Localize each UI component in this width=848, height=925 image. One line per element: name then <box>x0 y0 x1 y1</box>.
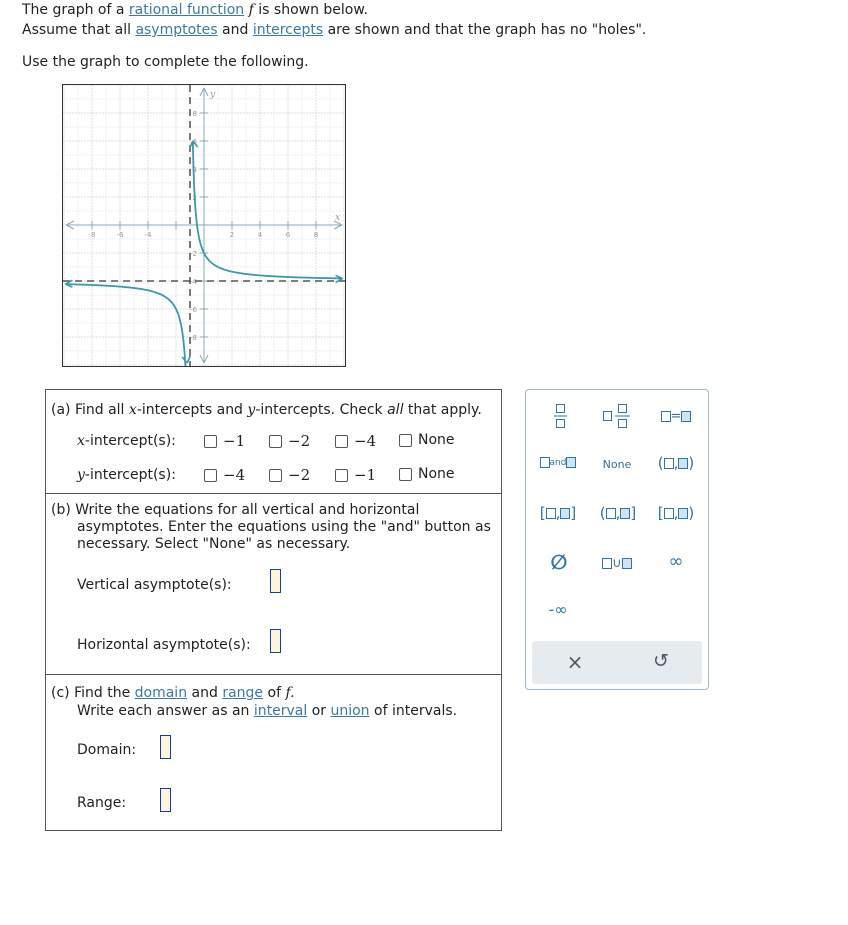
x-tick-label: -6 <box>116 231 124 239</box>
intro-text <box>22 0 646 40</box>
checkbox-icon[interactable] <box>335 469 348 482</box>
placeholder-box-icon <box>606 508 616 519</box>
part-a <box>46 390 501 494</box>
y-tick-label: -2 <box>190 250 197 258</box>
half-open-right-interval-button[interactable]: [ , ) <box>657 504 695 522</box>
fraction-icon <box>554 403 568 429</box>
placeholder-box-icon <box>664 458 674 469</box>
asymptotes-link[interactable]: asymptotes <box>135 22 218 38</box>
x-tick-label: 6 <box>285 231 291 239</box>
fraction-button[interactable] <box>548 403 574 433</box>
x-intercept-label: x-intercept(s): <box>77 433 176 449</box>
y-option-neg2[interactable]: −2 <box>269 466 310 484</box>
graph-svg <box>63 85 345 366</box>
curve-right-branch <box>193 141 343 278</box>
and-button[interactable]: and <box>536 457 580 468</box>
part-c <box>46 675 501 830</box>
curve-left-branch <box>65 284 187 366</box>
rational-function-link[interactable]: rational function <box>128 2 245 18</box>
domain-input[interactable] <box>160 735 171 759</box>
range-input[interactable] <box>160 788 171 812</box>
mixed-number-button[interactable] <box>601 403 633 433</box>
checkbox-icon[interactable] <box>335 435 348 448</box>
intercepts-link[interactable]: intercepts <box>252 22 324 38</box>
closed-interval-button[interactable]: [ , ] <box>539 504 577 522</box>
infinity-button[interactable]: ∞ <box>668 551 684 572</box>
horizontal-asymptote-input[interactable] <box>270 629 281 653</box>
vertical-asymptote-label: Vertical asymptote(s): <box>77 577 232 593</box>
y-tick-label: 6 <box>192 138 197 146</box>
range-label: Range: <box>77 795 127 811</box>
open-interval-button[interactable]: ( , ) <box>657 454 695 472</box>
vertical-asymptote-input[interactable] <box>270 569 281 593</box>
placeholder-box-icon <box>602 558 612 569</box>
x-option-neg2[interactable]: −2 <box>269 432 310 450</box>
checkbox-icon[interactable] <box>204 469 217 482</box>
placeholder-box-icon <box>661 411 671 422</box>
horizontal-asymptote-label: Horizontal asymptote(s): <box>77 637 251 653</box>
half-open-left-interval-button[interactable]: ( , ] <box>599 504 637 522</box>
range-link[interactable]: range <box>222 685 264 701</box>
math-palette <box>525 389 709 690</box>
part-a-prompt: (a) Find all x-intercepts and y-intercepts. Check all that apply. <box>51 402 482 418</box>
y-option-neg1[interactable]: −1 <box>335 466 376 484</box>
intro-line-2: Assume that all asymptotes and intercepts are shown and that the graph has no "holes". <box>22 22 647 38</box>
y-intercept-label: y-intercept(s): <box>77 467 176 483</box>
union-link[interactable]: union <box>330 703 370 719</box>
union-button[interactable]: ∪ <box>596 556 638 571</box>
none-button[interactable]: None <box>602 458 632 471</box>
undo-button[interactable]: ↺ <box>653 650 669 672</box>
y-tick-label: 8 <box>192 110 197 118</box>
part-c-prompt-line1: (c) Find the domain and range of f. <box>51 685 295 701</box>
instruction-text: Use the graph to complete the following. <box>22 54 309 70</box>
y-tick-label: 4 <box>192 166 197 174</box>
domain-link[interactable]: domain <box>134 685 188 701</box>
checkbox-icon[interactable] <box>204 435 217 448</box>
placeholder-box-icon <box>560 508 570 519</box>
placeholder-box-icon <box>540 457 550 468</box>
placeholder-box-icon <box>681 411 691 422</box>
placeholder-box-icon <box>622 558 632 569</box>
x-tick-label: -4 <box>144 231 152 239</box>
y-option-none[interactable]: None <box>399 466 455 482</box>
part-b-prompt-line3: necessary. Select "None" as necessary. <box>77 536 351 552</box>
empty-set-button[interactable]: ∅ <box>550 550 568 574</box>
x-tick-label: 2 <box>229 231 235 239</box>
y-option-neg4[interactable]: −4 <box>204 466 245 484</box>
function-graph <box>62 84 346 367</box>
checkbox-icon[interactable] <box>269 435 282 448</box>
x-option-neg4[interactable]: −4 <box>335 432 376 450</box>
palette-action-bar <box>532 641 702 684</box>
curve-arrow-bottom <box>182 356 190 363</box>
checkbox-icon[interactable] <box>399 468 412 481</box>
x-tick-label: 4 <box>257 231 263 239</box>
clear-button[interactable]: × <box>566 650 584 674</box>
placeholder-box-icon <box>678 508 688 519</box>
intro-line-1: The graph of a rational function f is shown below. <box>22 2 368 18</box>
mixed-number-icon <box>602 403 632 429</box>
interval-link[interactable]: interval <box>253 703 308 719</box>
placeholder-box-icon <box>664 508 674 519</box>
placeholder-box-icon <box>678 458 688 469</box>
negative-infinity-button[interactable]: -∞ <box>548 600 568 619</box>
part-b-prompt-line1: (b) Write the equations for all vertical and horizontal <box>51 502 420 518</box>
y-tick-label: -6 <box>190 306 197 314</box>
placeholder-box-icon <box>566 457 576 468</box>
part-b-prompt-line2: asymptotes. Enter the equations using the "and" button as <box>77 519 491 535</box>
part-b <box>46 494 501 675</box>
checkbox-icon[interactable] <box>399 434 412 447</box>
y-tick-label: -4 <box>190 278 197 286</box>
y-tick-label: -8 <box>190 334 197 342</box>
y-axis-label: y <box>210 90 216 100</box>
x-option-none[interactable]: None <box>399 432 455 448</box>
question-box <box>45 389 502 831</box>
placeholder-box-icon <box>620 508 630 519</box>
x-tick-label: 8 <box>313 231 319 239</box>
equals-button[interactable]: = <box>656 409 696 424</box>
x-option-neg1[interactable]: −1 <box>204 432 245 450</box>
domain-label: Domain: <box>77 742 137 758</box>
y-tick-label: 2 <box>192 194 197 202</box>
x-axis-label: x <box>335 213 341 223</box>
placeholder-box-icon <box>546 508 556 519</box>
part-c-prompt-line2: Write each answer as an interval or union of intervals. <box>77 703 458 719</box>
checkbox-icon[interactable] <box>269 469 282 482</box>
x-tick-label: -8 <box>88 231 96 239</box>
